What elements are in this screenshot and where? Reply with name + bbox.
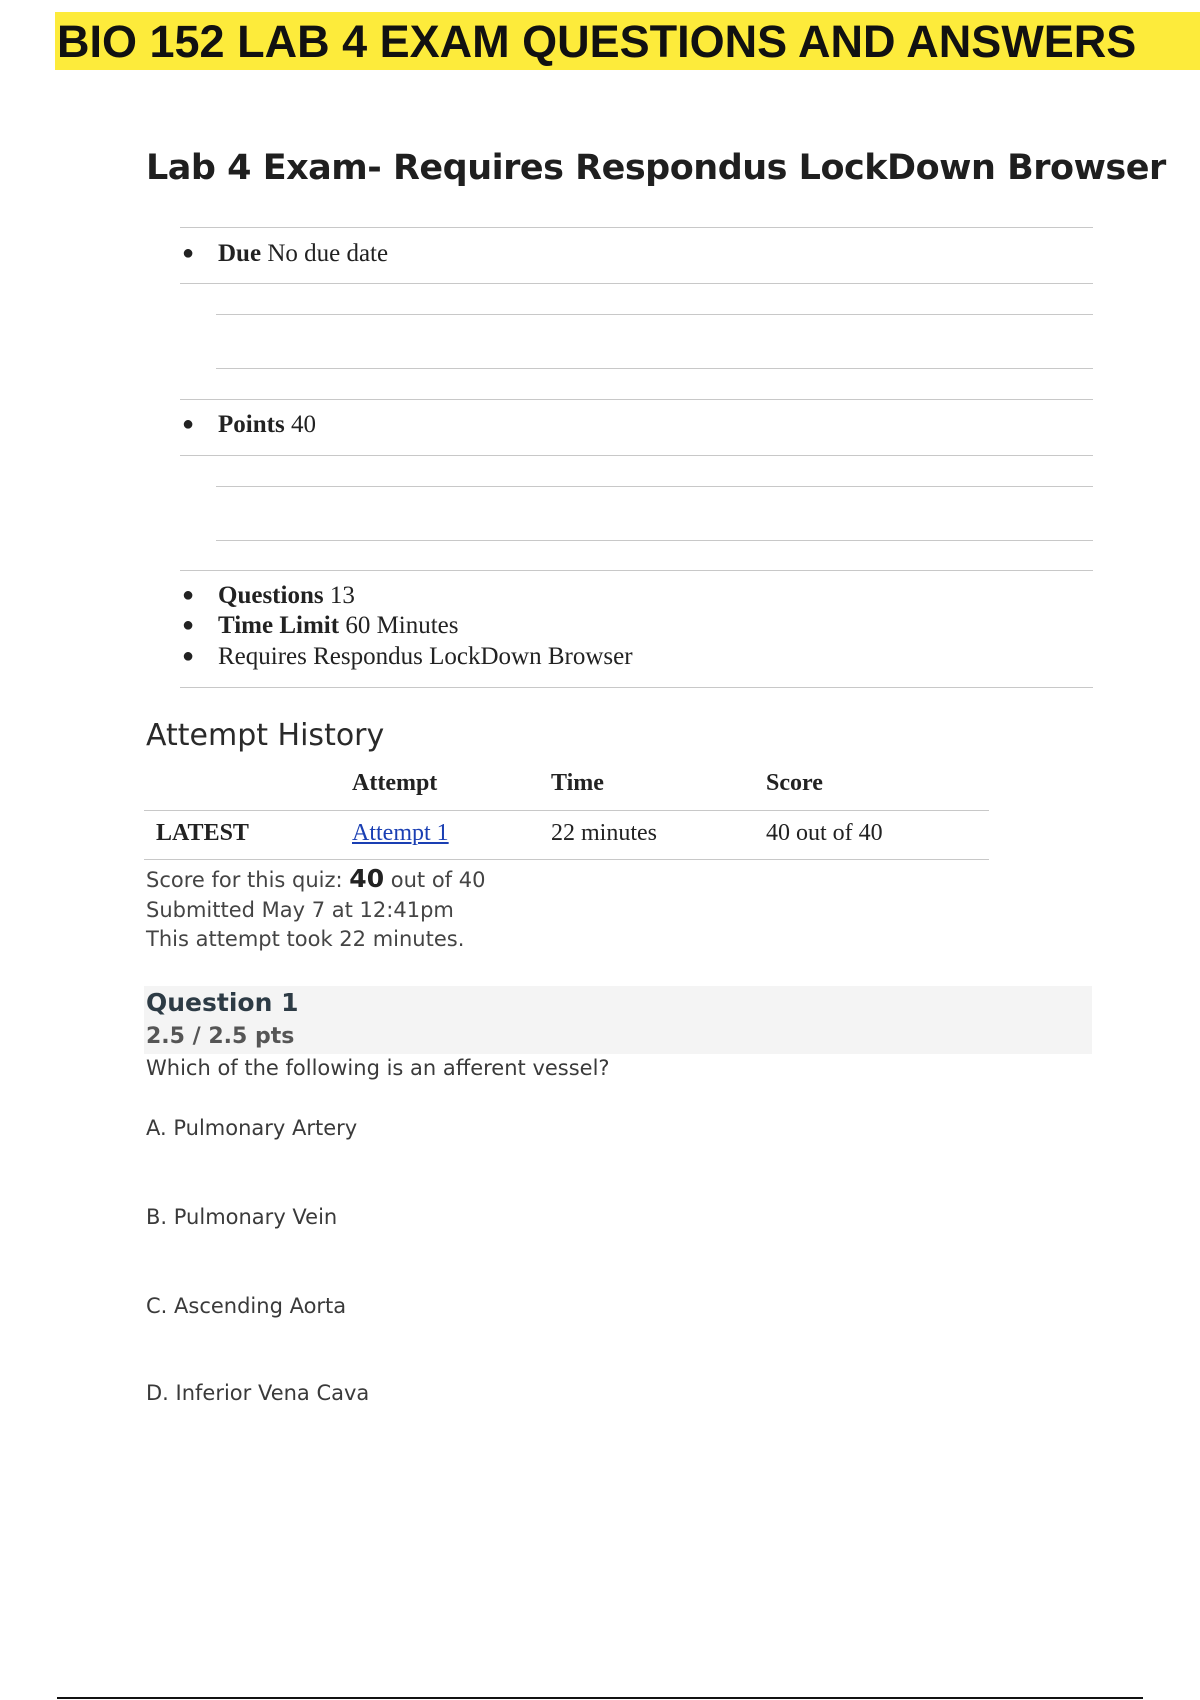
bullet-icon: ● <box>182 242 195 264</box>
submitted-time: Submitted May 7 at 12:41pm <box>146 898 454 922</box>
divider <box>216 486 1093 487</box>
table-row-divider <box>144 859 989 860</box>
time-limit-label: Time Limit <box>218 612 340 639</box>
question-header <box>144 986 1092 1054</box>
meta-lockdown <box>182 643 633 671</box>
question-points: 2.5 / 2.5 pts <box>146 1024 295 1049</box>
answer-option-b[interactable]: B. Pulmonary Vein <box>146 1205 338 1229</box>
score-value: 40 <box>349 864 385 893</box>
bullet-icon: ● <box>182 614 195 636</box>
bullet-icon: ● <box>182 584 195 606</box>
divider <box>180 283 1093 284</box>
divider <box>180 687 1093 688</box>
lockdown-note: Requires Respondus LockDown Browser <box>218 643 633 670</box>
answer-option-d[interactable]: D. Inferior Vena Cava <box>146 1381 370 1405</box>
answer-option-c[interactable]: C. Ascending Aorta <box>146 1294 347 1318</box>
questions-label: Questions <box>218 582 324 609</box>
due-value: No due date <box>267 240 389 267</box>
meta-questions <box>182 582 355 610</box>
document-banner <box>55 12 1200 70</box>
points-label: Points <box>218 411 285 438</box>
points-value: 40 <box>290 411 316 438</box>
column-header-attempt: Attempt <box>352 770 438 796</box>
attempt-score: 40 out of 40 <box>766 820 883 846</box>
divider <box>216 314 1093 315</box>
banner-title: BIO 152 LAB 4 EXAM QUESTIONS AND ANSWERS <box>57 16 1137 67</box>
meta-time-limit <box>182 612 459 640</box>
time-limit-value: 60 Minutes <box>345 612 459 639</box>
quiz-title: Lab 4 Exam- Requires Respondus LockDown Browser <box>146 148 1166 188</box>
attempt-time: 22 minutes <box>551 820 657 846</box>
score-prefix: Score for this quiz: <box>146 868 350 892</box>
divider <box>180 399 1093 400</box>
meta-points <box>182 411 316 439</box>
quiz-score <box>146 864 485 893</box>
page-bottom-rule <box>57 1697 1143 1699</box>
score-suffix: out of 40 <box>384 868 486 892</box>
due-label: Due <box>218 240 262 267</box>
questions-value: 13 <box>329 582 355 609</box>
divider <box>180 227 1093 228</box>
divider <box>180 570 1093 571</box>
attempt-duration: This attempt took 22 minutes. <box>146 927 465 951</box>
divider <box>180 455 1093 456</box>
divider <box>216 368 1093 369</box>
attempt-history-heading: Attempt History <box>146 718 385 753</box>
answer-option-a[interactable]: A. Pulmonary Artery <box>146 1116 358 1140</box>
attempt-link[interactable]: Attempt 1 <box>352 820 449 846</box>
question-text: Which of the following is an afferent vessel? <box>146 1056 610 1080</box>
table-header-divider <box>144 810 989 811</box>
bullet-icon: ● <box>182 645 195 667</box>
meta-due <box>182 240 388 268</box>
column-header-score: Score <box>766 770 823 796</box>
bullet-icon: ● <box>182 413 195 435</box>
question-title: Question 1 <box>146 988 299 1017</box>
divider <box>216 540 1093 541</box>
column-header-time: Time <box>551 770 604 796</box>
latest-tag: LATEST <box>156 820 249 846</box>
